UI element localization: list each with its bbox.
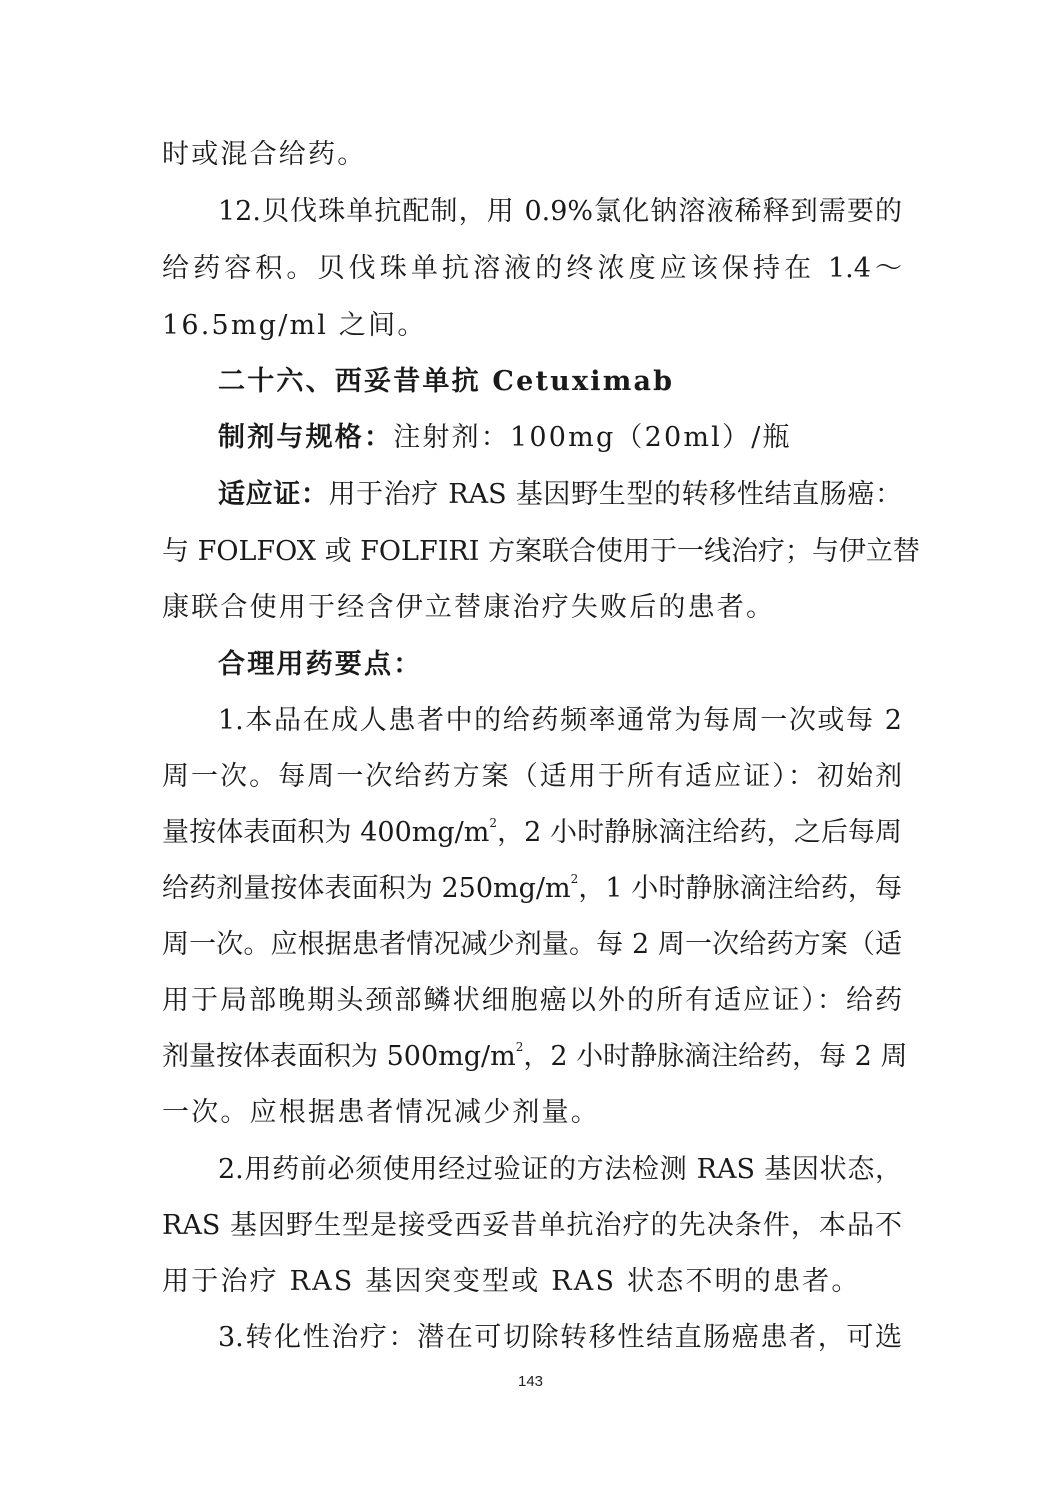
paragraph-line: 给药容积。贝伐珠单抗溶液的终浓度应该保持在 1.4～ — [162, 253, 902, 284]
text-segment: 给药剂量按体表面积为 250mg/m — [162, 873, 571, 904]
paragraph-line: 康联合使用于经含伊立替康治疗失败后的患者。 — [162, 592, 776, 623]
paragraph-line: 2.用药前必须使用经过验证的方法检测 RAS 基因状态， — [218, 1154, 902, 1185]
spec-value: 注射剂：100mg（20ml）/瓶 — [393, 422, 792, 453]
section-title: 二十六、西妥昔单抗 Cetuximab — [218, 366, 675, 397]
paragraph-line: 一次。应根据患者情况减少剂量。 — [162, 1097, 600, 1128]
paragraph-line: 16.5mg/ml 之间。 — [162, 310, 427, 341]
paragraph-line — [162, 1037, 908, 1077]
key-points-title: 合理用药要点： — [218, 649, 423, 680]
paragraph-line — [162, 869, 902, 909]
spec-line — [218, 418, 902, 458]
paragraph-line: 周一次。应根据患者情况减少剂量。每 2 周一次给药方案（适 — [162, 929, 902, 960]
superscript: 2 — [570, 872, 579, 886]
paragraph-line: 用于治疗 RAS 基因突变型或 RAS 状态不明的患者。 — [162, 1266, 861, 1297]
paragraph-line: 时或混合给药。 — [162, 139, 367, 170]
text-segment: ，2 小时静脉滴注给药，之后每周 — [497, 817, 903, 848]
paragraph-line: 与 FOLFOX 或 FOLFIRI 方案联合使用于一线治疗；与伊立替 — [162, 536, 920, 567]
paragraph-line: 12.贝伐珠单抗配制，用 0.9%氯化钠溶液稀释到需要的 — [218, 196, 902, 227]
indication-line — [218, 475, 902, 515]
superscript: 2 — [489, 816, 498, 830]
paragraph-line: RAS 基因野生型是接受西妥昔单抗治疗的先决条件，本品不 — [162, 1210, 902, 1241]
paragraph-line: 用于局部晚期头颈部鳞状细胞癌以外的所有适应证）：给药 — [162, 985, 902, 1016]
paragraph-line — [162, 813, 902, 853]
indication-text: 用于治疗 RAS 基因野生型的转移性结直肠癌： — [328, 479, 902, 510]
paragraph-line: 1.本品在成人患者中的给药频率通常为每周一次或每 2 — [218, 705, 902, 736]
text-segment: 剂量按体表面积为 500mg/m — [162, 1041, 516, 1072]
paragraph-line: 3.转化性治疗：潜在可切除转移性结直肠癌患者，可选 — [218, 1322, 902, 1353]
indication-label: 适应证： — [218, 479, 329, 510]
text-segment: 量按体表面积为 400mg/m — [162, 817, 490, 848]
page-number: 143 — [517, 1373, 544, 1390]
superscript: 2 — [515, 1040, 524, 1054]
spec-label: 制剂与规格： — [218, 422, 394, 453]
text-segment: ，1 小时静脉滴注给药，每 — [578, 873, 902, 904]
paragraph-line: 周一次。每周一次给药方案（适用于所有适应证）：初始剂 — [162, 761, 902, 792]
text-segment: ，2 小时静脉滴注给药，每 2 周 — [523, 1041, 908, 1072]
